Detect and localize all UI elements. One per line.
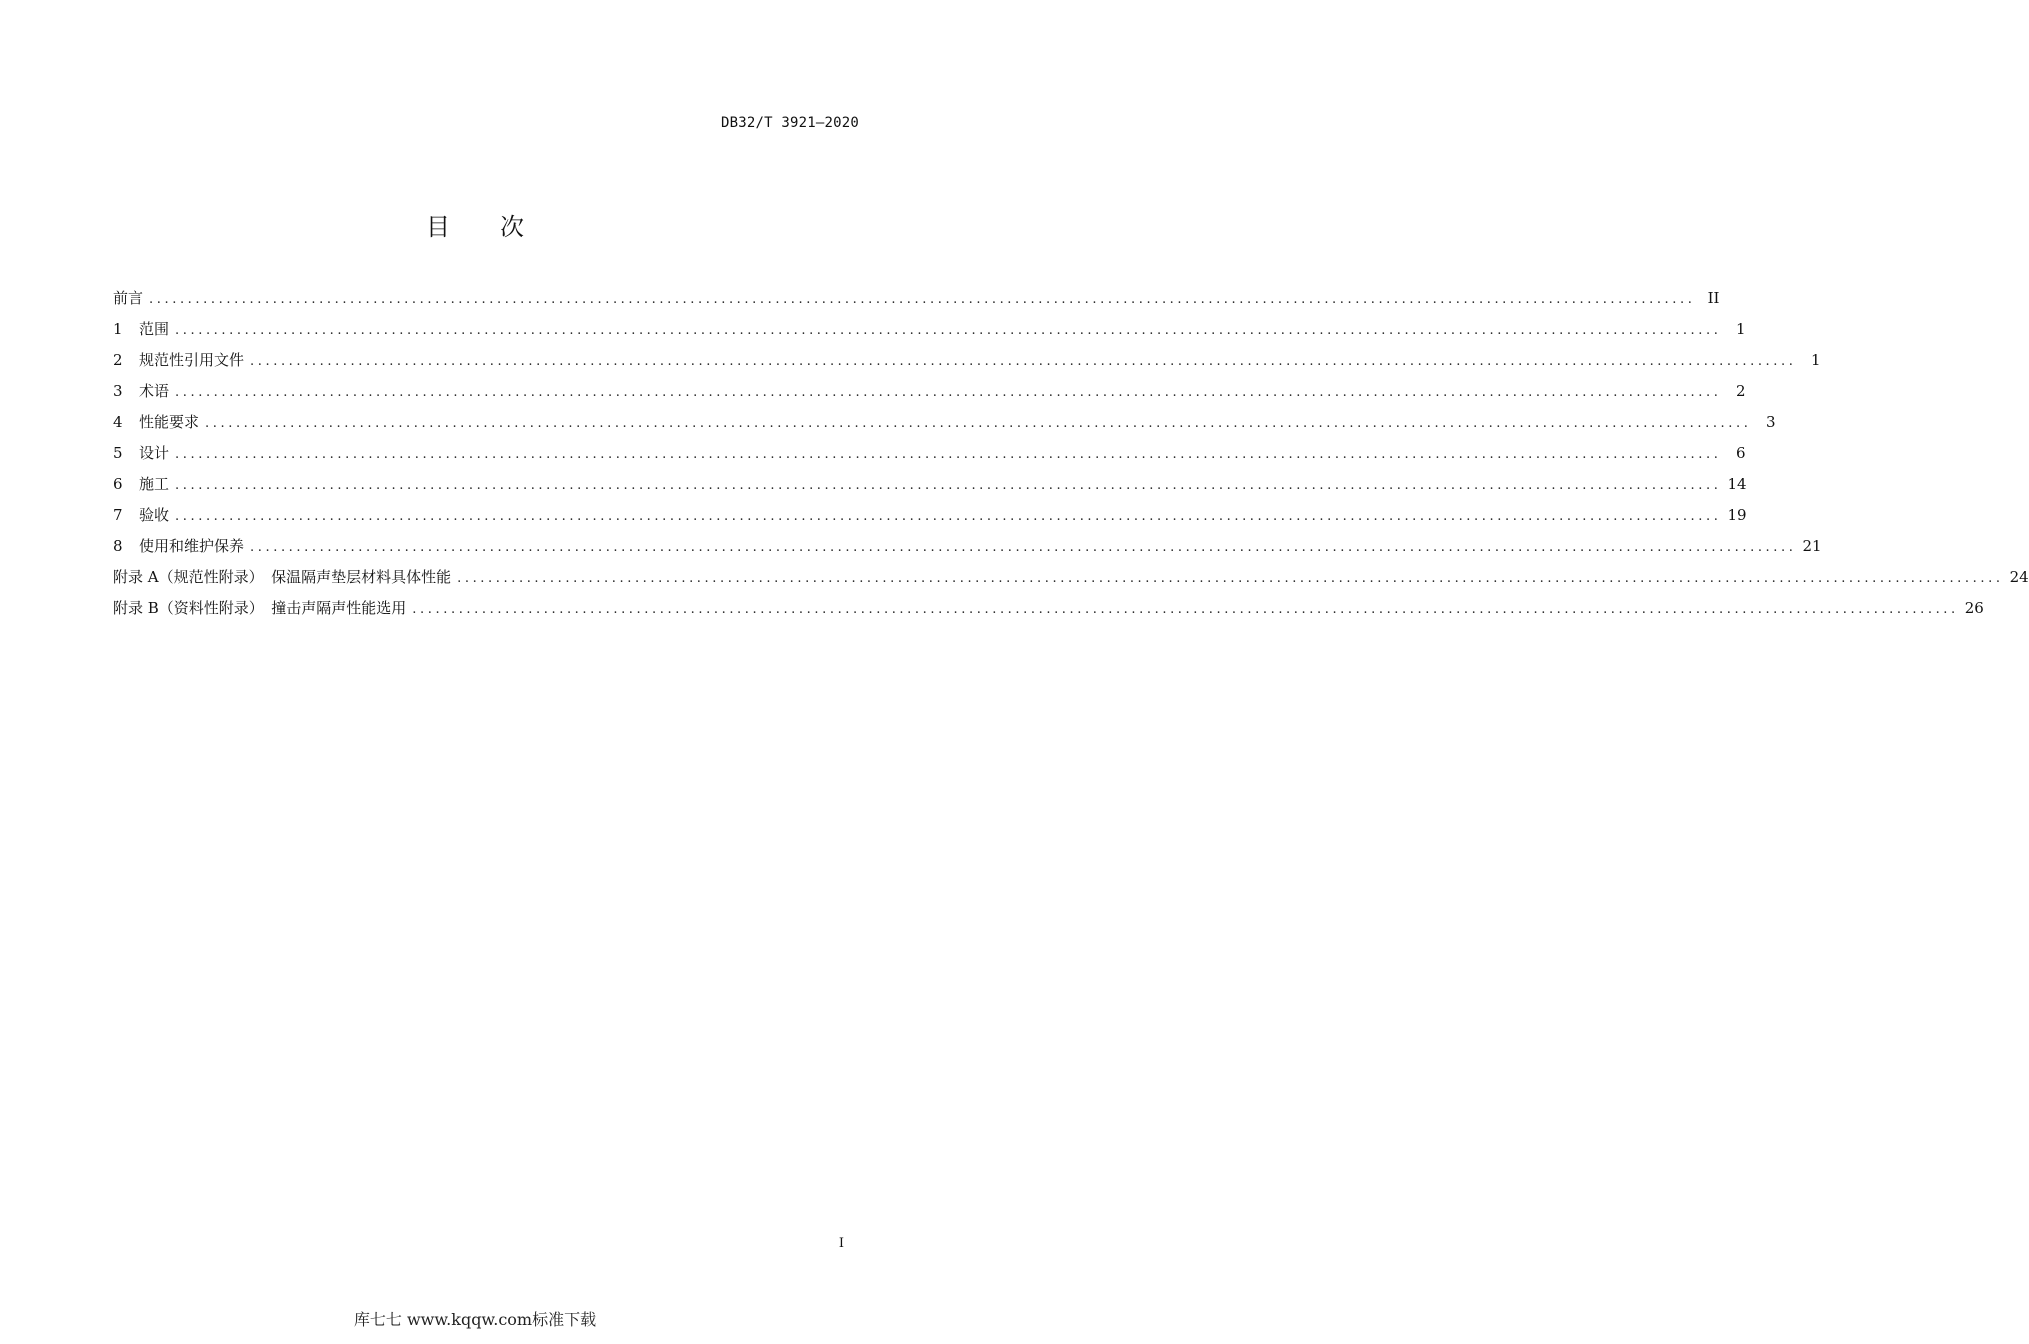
toc-entry-page: 6: [1735, 444, 1746, 462]
toc-entry-label: 术语: [139, 382, 170, 400]
document-code: DB32/T 3921—2020: [720, 115, 859, 131]
toc-dot-leader: ........................................................................................................................................................................................................: [149, 292, 1696, 307]
toc-dot-leader: ........................................................................................................................................................................................................: [250, 354, 1797, 369]
toc-entry-page: II: [1707, 289, 1720, 307]
toc-entry-number: 2: [113, 351, 123, 369]
toc-entry[interactable]: [113, 380, 1746, 411]
toc-entry-number: 8: [113, 537, 123, 555]
toc-entry-page: 1: [1735, 320, 1746, 338]
toc-entry[interactable]: [113, 349, 1821, 380]
toc-entry[interactable]: [113, 287, 1720, 318]
toc-dot-leader: ........................................................................................................................................................................................................: [412, 602, 1959, 617]
toc-entry[interactable]: [113, 318, 1746, 349]
toc-entry[interactable]: [113, 566, 2029, 597]
title-char-1: 目: [426, 213, 450, 241]
toc-dot-leader: ........................................................................................................................................................................................................: [175, 447, 1722, 462]
page-number: I: [838, 1236, 844, 1251]
toc-dot-leader: ........................................................................................................................................................................................................: [205, 416, 1752, 431]
toc-entry-page: 21: [1802, 537, 1822, 555]
toc-entry-page: 24: [2009, 568, 2029, 586]
toc-dot-leader: ........................................................................................................................................................................................................: [175, 323, 1722, 338]
toc-entry-number: 4: [113, 413, 123, 431]
toc-entry-label: 范围: [139, 320, 170, 338]
toc-dot-leader: ........................................................................................................................................................................................................: [250, 540, 1797, 555]
toc-dot-leader: ........................................................................................................................................................................................................: [175, 478, 1722, 493]
toc-entry-page: 2: [1735, 382, 1746, 400]
table-of-contents: [113, 287, 2029, 628]
toc-entry-label: 规范性引用文件: [139, 351, 245, 369]
toc-entry[interactable]: [113, 504, 1747, 535]
toc-entry[interactable]: [113, 442, 1746, 473]
page-title: [0, 207, 950, 242]
watermark-text: 库七七 www.kqqw.com标准下载: [353, 1310, 597, 1329]
toc-entry-number: 6: [113, 475, 123, 493]
toc-entry-page: 26: [1964, 599, 1984, 617]
toc-entry-page: 3: [1765, 413, 1776, 431]
toc-entry-number: 1: [113, 320, 123, 338]
toc-entry-number: 3: [113, 382, 123, 400]
toc-entry-page: 19: [1727, 506, 1747, 524]
toc-dot-leader: ........................................................................................................................................................................................................: [457, 571, 2004, 586]
toc-entry-page: 1: [1810, 351, 1821, 369]
toc-entry[interactable]: [113, 535, 1822, 566]
toc-entry-label: 验收: [139, 506, 170, 524]
toc-entry-label: 附录 B（资料性附录） 撞击声隔声性能选用: [113, 599, 407, 617]
toc-entry-label: 前言: [113, 289, 144, 307]
toc-entry[interactable]: [113, 411, 1776, 442]
toc-dot-leader: ........................................................................................................................................................................................................: [175, 385, 1722, 400]
toc-entry[interactable]: [113, 473, 1747, 504]
title-char-2: 次: [500, 213, 524, 241]
toc-dot-leader: ........................................................................................................................................................................................................: [175, 509, 1722, 524]
toc-entry-page: 14: [1727, 475, 1747, 493]
toc-entry-label: 设计: [139, 444, 170, 462]
toc-entry-number: 5: [113, 444, 123, 462]
toc-entry-label: 施工: [139, 475, 170, 493]
toc-entry-number: 7: [113, 506, 123, 524]
toc-entry-label: 附录 A（规范性附录） 保温隔声垫层材料具体性能: [113, 568, 452, 586]
toc-entry-label: 使用和维护保养: [139, 537, 245, 555]
toc-entry-label: 性能要求: [139, 413, 200, 431]
toc-entry[interactable]: [113, 597, 1984, 628]
